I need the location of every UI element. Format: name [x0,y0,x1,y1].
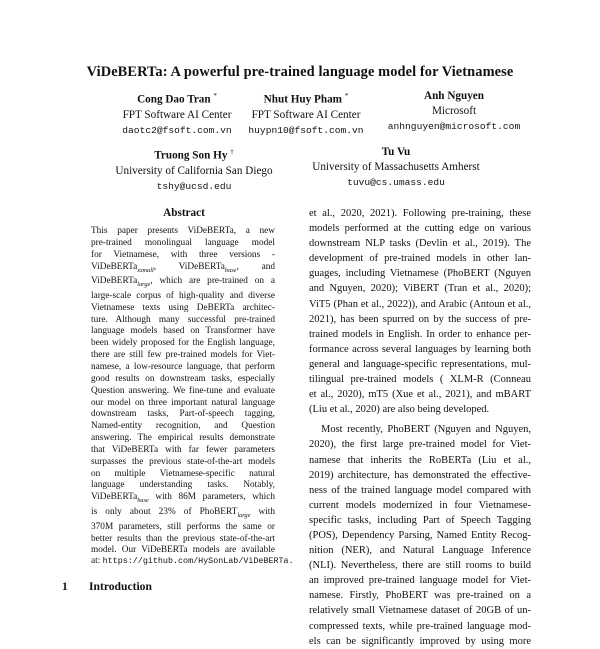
body-line: specific tasks, including Part of Speech Tagging [309,514,531,526]
body-line: (POS), Dependency Parsing, Named Entity Recog- [309,529,531,541]
body-line: nition (NER), and Natural Language Inference [309,545,531,557]
author-block [236,89,376,138]
section-heading [62,580,152,593]
abstract-line: surpasses the previous state-of-the-art models [91,456,275,467]
abstract-line: namese, a low-resource language, that perform [91,362,275,372]
body-line: and Nguyen, 2020); ViBERT (Tran et al., 2020); [309,283,531,295]
body-line: development of pre-trained models in other lan- [309,253,531,265]
abstract-line: pre-trained monolingual language model [91,237,275,248]
body-line: guages, including Vietnamese (PhoBERT (Nguyen [309,268,531,280]
abstract-line: Question answering. We fine-tune and evaluate [91,385,275,396]
body-line: ness of the trained language model compared with [309,484,531,496]
body-line: els can be significantly improved by using more [309,635,531,647]
abstract-line: ViDeBERTa$_{xsmall}$, ViDeBERTa$_{base}$, and [91,261,275,274]
author-mark: * [344,92,349,100]
abstract-line: been widely proposed for the English language, [91,338,275,349]
code-link[interactable]: https://github.com/HySonLab/ViDeBERTa. [102,556,294,566]
author-block [380,89,528,134]
author-name: Tu Vu [381,146,411,158]
body-line: 2020), the first large pre-trained model for Viet- [309,439,531,451]
abstract-line: language understanding tasks. Notably, [91,480,275,491]
paper-title: ViDeBERTa: A powerful pre-trained language model for Vietnamese [86,64,514,80]
body-line: compressed texts, while pre-trained language mod- [309,620,531,632]
abstract-line: better results than the previous state-of-the-art [91,533,275,544]
abstract-line: Named-entity recognition, and Question [91,421,275,432]
abstract-line: Vietnamese texts using DeBERTa architec- [91,302,275,313]
abstract-heading: Abstract [163,207,205,219]
abstract-line: 370M parameters, still performs the same or [91,521,275,532]
abstract-line: on multiple Vietnamese-specific natural [91,468,275,479]
body-line: formance across several languages by learning both [309,343,531,355]
author-affiliation: University of Massachusetts Amherst [312,161,480,173]
body-line: (NLI). Nevertheless, there are still rooms to build [309,560,531,572]
author-name: Truong Son Hy [154,149,228,162]
body-line: trained models in English. In order to enhance per- [309,328,531,340]
body-line: et al., 2020, 2021). Following pre-training, these [309,208,531,219]
abstract-line: that ViDeBERTa with far fewer parameters [91,444,275,455]
abstract-line: good results on downstream tasks, especially [91,373,275,384]
author-affiliation: FPT Software AI Center [251,108,361,121]
body-line: an improved pre-trained language model for Viet- [309,575,531,587]
author-affiliation: University of California San Diego [115,164,273,177]
body-line: 2019) architecture, has demonstrated the effective- [309,469,531,481]
abstract-link-line [91,556,294,566]
author-name: Anh Nguyen [424,90,484,102]
abstract-link-prefix: at: [91,556,103,566]
author-name: Nhut Huy Pham [263,93,343,106]
author-name: Cong Dao Tran [137,93,211,106]
body-line: relatively small Vietnamese dataset of 20GB of un- [309,605,531,617]
author-affiliation: Microsoft [431,105,477,117]
author-mark: * [213,92,217,100]
author-block [112,89,242,138]
section-number: 1 [62,580,68,593]
abstract-line: large-scale corpus of high-quality and diverse [91,290,275,301]
abstract-line: answering. The empirical results demonstrate [91,433,275,444]
body-line: namese. Firstly, PhoBERT was pre-trained on a [309,590,531,602]
abstract-line: is only about 23% of PhoBERT$_{large}$ with [91,506,275,519]
abstract-line: downstream tasks, Part-of-speech tagging, [91,409,275,420]
body-line: models performed at the cutting edge on various [309,223,531,235]
body-line: general and language-specific representations, mul- [309,358,531,370]
abstract-line: there are still few pre-trained models for Viet- [91,350,275,361]
body-line: Most recently, PhoBERT (Nguyen and Nguyen, [321,424,531,436]
author-affiliation: FPT Software AI Center [122,108,232,121]
abstract-line: ViDeBERTa$_{base}$ with 86M parameters, which [91,492,275,505]
author-email: huypn10@fsoft.com.vn [248,124,364,136]
body-line: namese that inherits the RoBERTa (Liu et al., [309,454,531,466]
body-line: tilingual pre-trained models ( XLM-R (Conneau [309,374,531,386]
author-block [300,145,492,190]
body-line: (Liu et al., 2020) are also being developed. [309,404,490,416]
abstract-line: for Vietnamese, with three versions - [91,249,275,260]
body-line: et al., 2020), mT5 (Xue et al., 2021), and mBART [309,389,531,401]
section-title: Introduction [89,580,152,593]
body-line: current models modernized in four Vietnamese- [309,499,531,511]
abstract-line: This paper presents ViDeBERTa, a new [91,226,275,236]
abstract-line: language models based on Transformer have [91,326,275,337]
abstract-line: model. Our ViDeBERTa models are available [91,545,275,556]
author-email: anhnguyen@microsoft.com [387,121,521,132]
right-column [309,206,531,649]
abstract-line: our model on three important natural language [91,397,275,408]
author-email: tuvu@cs.umass.edu [347,177,445,188]
author-email: tshy@ucsd.edu [156,180,232,192]
body-line: 2021), has been spurred on by the success of pre- [309,313,531,325]
author-mark: † [230,148,234,156]
author-email: daotc2@fsoft.com.vn [122,124,232,136]
body-line: downstream NLP tasks (Devlin et al., 2019). The [309,238,531,250]
abstract-line: ture. Although many successful pre-trained [91,314,275,325]
body-line: ViT5 (Phan et al., 2022)), and Arabic (Antoun et al., [309,298,531,310]
author-block [106,145,282,194]
abstract-line: ViDeBERTa$_{large}$, which are pre-trained on a [91,276,275,289]
abstract-body [91,226,275,557]
